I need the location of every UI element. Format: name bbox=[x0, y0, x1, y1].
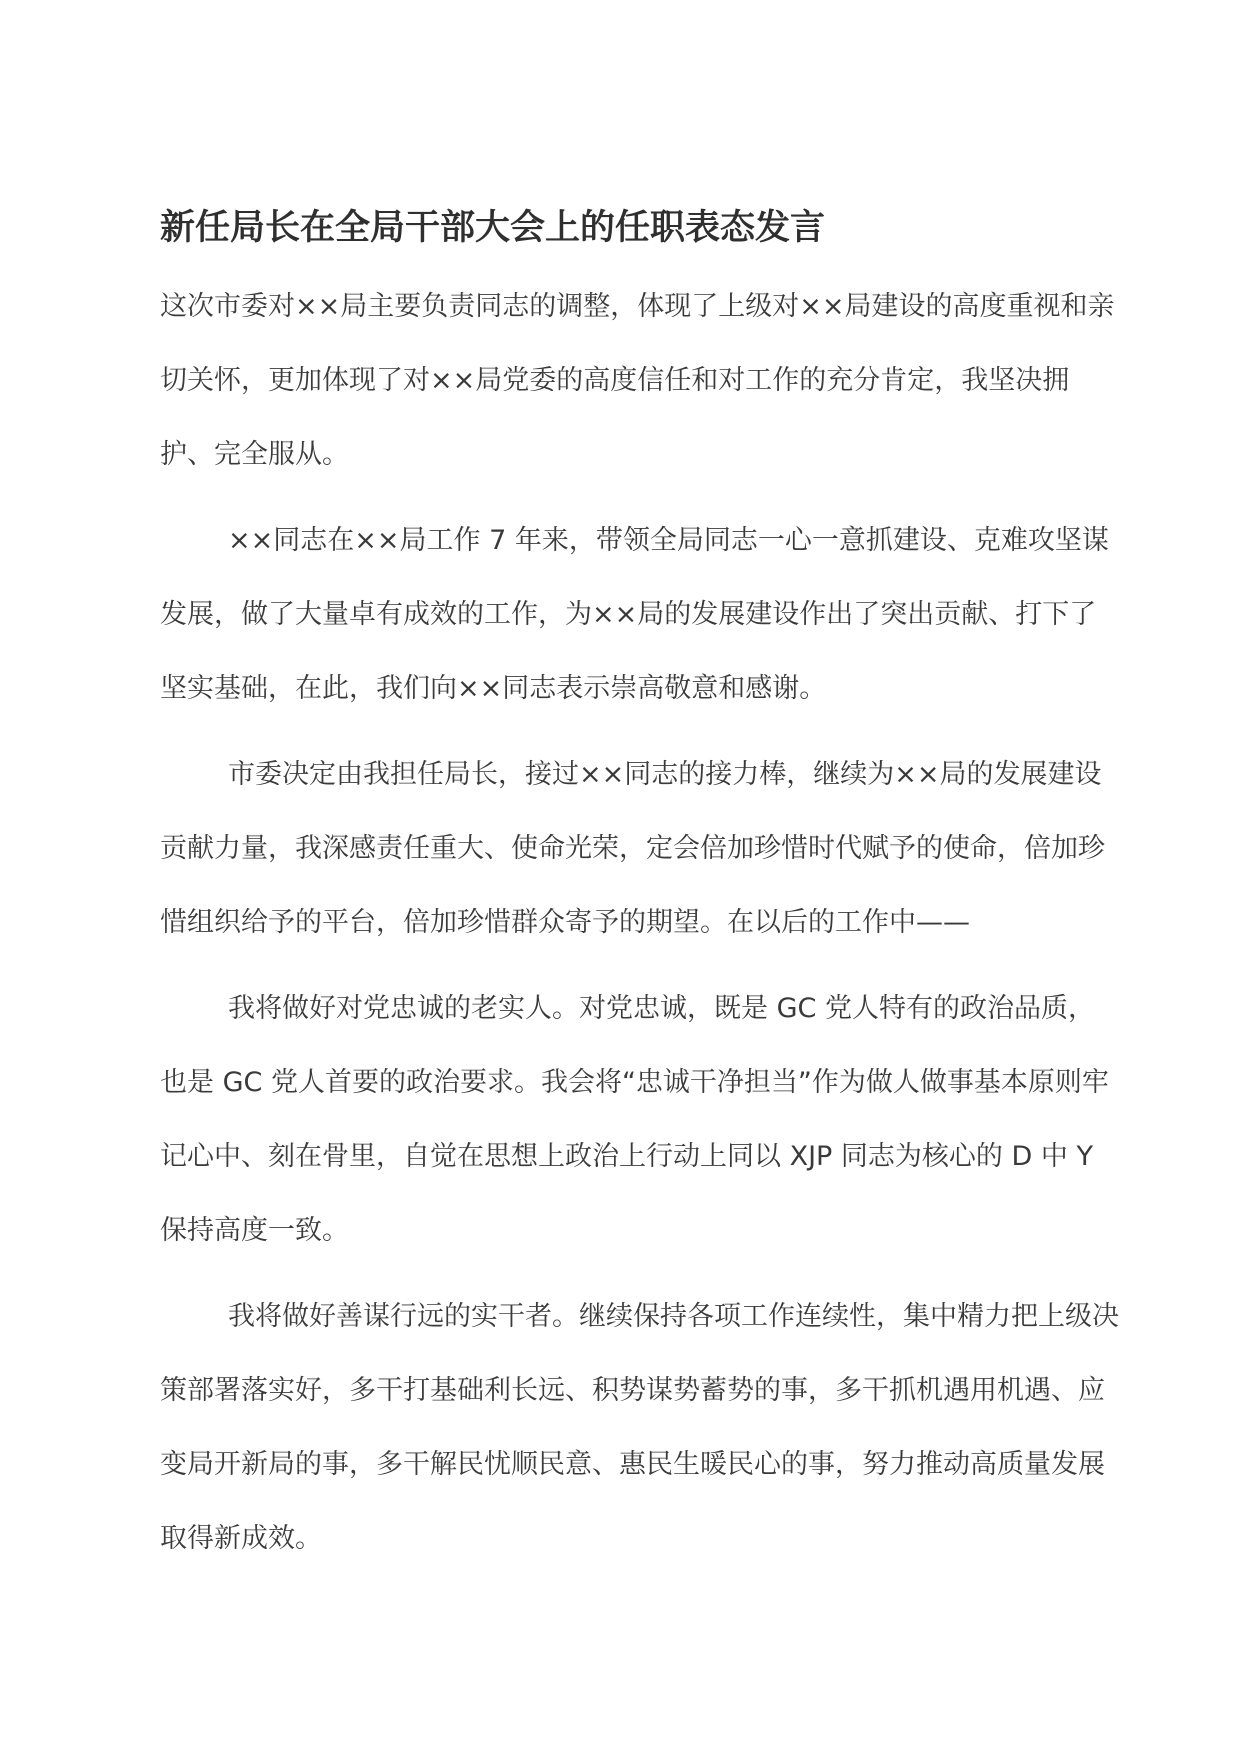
paragraph-1: 这次市委对××局主要负责同志的调整，体现了上级对××局建设的高度重视和亲切关怀，更加体现了对××局党委的高度信任和对工作的充分肯定，我坚决拥护、完全服从。 bbox=[160, 291, 1115, 470]
document-body bbox=[160, 200, 1120, 1576]
paragraph-2: ××同志在××局工作 7 年来，带领全局同志一心一意抓建设、克难攻坚谋发展，做了大量卓有成效的工作，为××局的发展建设作出了突出贡献、打下了坚实基础，在此，我们向××同志表示崇高敬意和感谢。 bbox=[160, 525, 1109, 704]
paragraph-3: 市委决定由我担任局长，接过××同志的接力棒，继续为××局的发展建设贡献力量，我深感责任重大、使命光荣，定会倍加珍惜时代赋予的使命，倍加珍惜组织给予的平台，倍加珍惜群众寄予的期望。在以后的工作中—— bbox=[160, 759, 1105, 938]
paragraph-5: 我将做好善谋行远的实干者。继续保持各项工作连续性，集中精力把上级决策部署落实好，多干打基础利长远、积势谋势蓄势的事，多干抓机遇用机遇、应变局开新局的事，多干解民忧顺民意、惠民生暖民心的事，努力推动高质量发展取得新成效。 bbox=[160, 1301, 1119, 1554]
document-title: 新任局长在全局干部大会上的任职表态发言 bbox=[160, 208, 826, 248]
paragraph-4: 我将做好对党忠诚的老实人。对党忠诚，既是 GC 党人特有的政治品质，也是 GC 党人首要的政治要求。我会将“忠诚干净担当”作为做人做事基本原则牢记心中、刻在骨里，自觉在思想上政治上行动上同以 XJP 同志为核心的 D 中 Y 保持高度一致。 bbox=[160, 993, 1109, 1246]
